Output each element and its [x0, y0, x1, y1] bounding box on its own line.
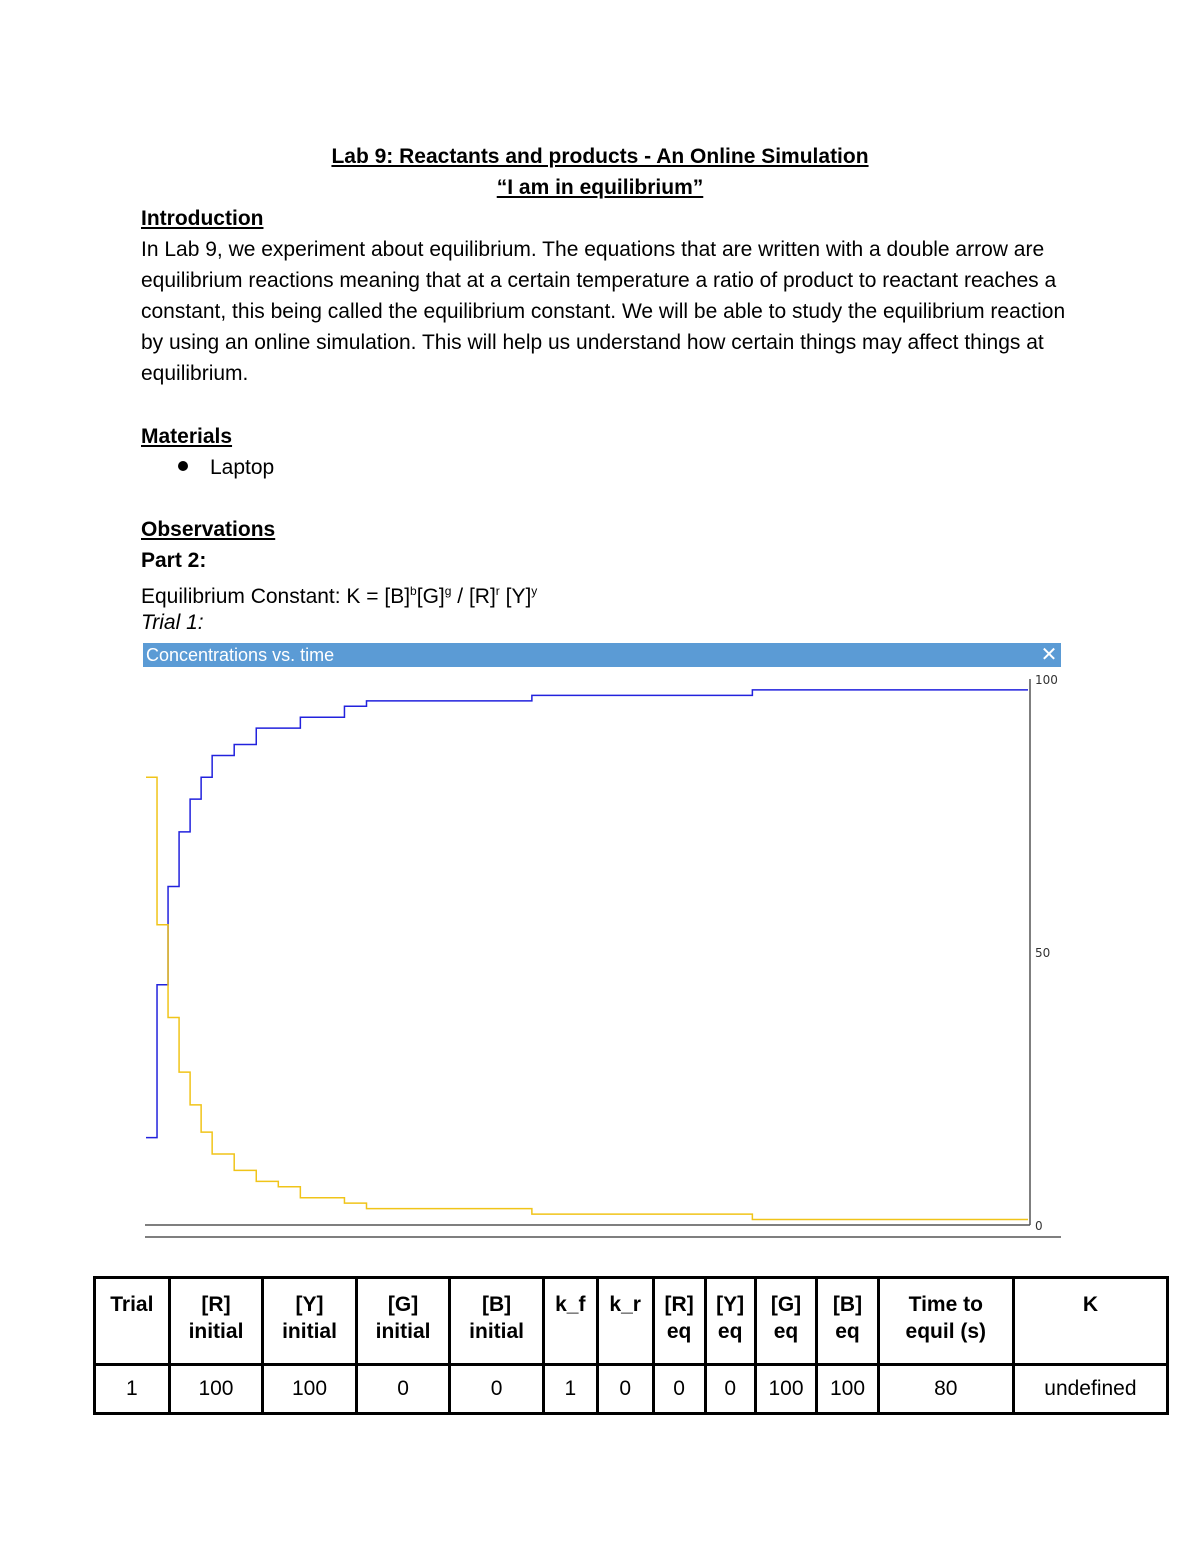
- table-header-cell: k_r: [597, 1278, 653, 1365]
- table-header-cell: k_f: [543, 1278, 597, 1365]
- concentration-chart: [143, 667, 1061, 1242]
- table-header-cell: [Y] eq: [705, 1278, 755, 1365]
- y-tick-label: 100: [1035, 673, 1058, 687]
- results-table: [93, 1276, 1169, 1415]
- document-title: Lab 9: Reactants and products - An Online Simulation: [331, 145, 869, 168]
- y-tick-label: 0: [1035, 1219, 1043, 1233]
- close-icon[interactable]: ✕: [1040, 644, 1058, 666]
- materials-item-label: Laptop: [210, 456, 275, 479]
- table-cell: 80: [878, 1365, 1013, 1414]
- table-header-cell: [B] initial: [450, 1278, 544, 1365]
- table-cell: 0: [356, 1365, 450, 1414]
- table-cell: 100: [817, 1365, 879, 1414]
- simulation-window-titlebar: [143, 643, 1061, 667]
- table-cell: undefined: [1013, 1365, 1167, 1414]
- table-cell: 1: [543, 1365, 597, 1414]
- materials-heading: Materials: [141, 425, 233, 448]
- introduction-paragraph: In Lab 9, we experiment about equilibrium. The equations that are written with a double arrow are equilibrium reactions meaning that at a certain temperature a ratio of product to reactant reaches a constant, this being called the equilibrium constant. We will be able to study the equilibrium reaction by using an online simulation. This will help us understand how certain things may affect things at equilibrium.: [141, 238, 1066, 385]
- table-cell: 100: [169, 1365, 263, 1414]
- materials-list-item: [178, 452, 274, 483]
- table-header-cell: Trial: [95, 1278, 170, 1365]
- table-cell: 0: [653, 1365, 705, 1414]
- table-header-cell: [R] initial: [169, 1278, 263, 1365]
- simulation-window-title: Concentrations vs. time: [146, 645, 335, 665]
- table-header-row: [95, 1278, 1168, 1365]
- table-cell: 100: [263, 1365, 357, 1414]
- table-cell: 0: [705, 1365, 755, 1414]
- table-cell: 100: [755, 1365, 817, 1414]
- observations-heading: Observations: [141, 518, 276, 541]
- part-heading: Part 2:: [141, 549, 207, 572]
- table-header-cell: [G] initial: [356, 1278, 450, 1365]
- table-cell: 0: [597, 1365, 653, 1414]
- series-line-1: [146, 690, 1028, 1138]
- table-row: [95, 1365, 1168, 1414]
- trial-label: Trial 1:: [141, 611, 204, 634]
- table-header-cell: [G] eq: [755, 1278, 817, 1365]
- table-header-cell: K: [1013, 1278, 1167, 1365]
- table-header-cell: Time to equil (s): [878, 1278, 1013, 1365]
- bullet-icon: [178, 461, 188, 471]
- table-cell: 0: [450, 1365, 544, 1414]
- equilibrium-constant-formula: Equilibrium Constant: $K = [B]^b[G]^g / [R]^r$ $[Y]^y$: [141, 584, 538, 608]
- table-header-cell: [B] eq: [817, 1278, 879, 1365]
- document-subtitle: “I am in equilibrium”: [496, 176, 704, 199]
- series-line-2: [146, 777, 1028, 1219]
- table-cell: 1: [95, 1365, 170, 1414]
- table-header-cell: [Y] initial: [263, 1278, 357, 1365]
- table-header-cell: [R] eq: [653, 1278, 705, 1365]
- y-tick-label: 50: [1035, 946, 1051, 960]
- introduction-heading: Introduction: [141, 207, 264, 230]
